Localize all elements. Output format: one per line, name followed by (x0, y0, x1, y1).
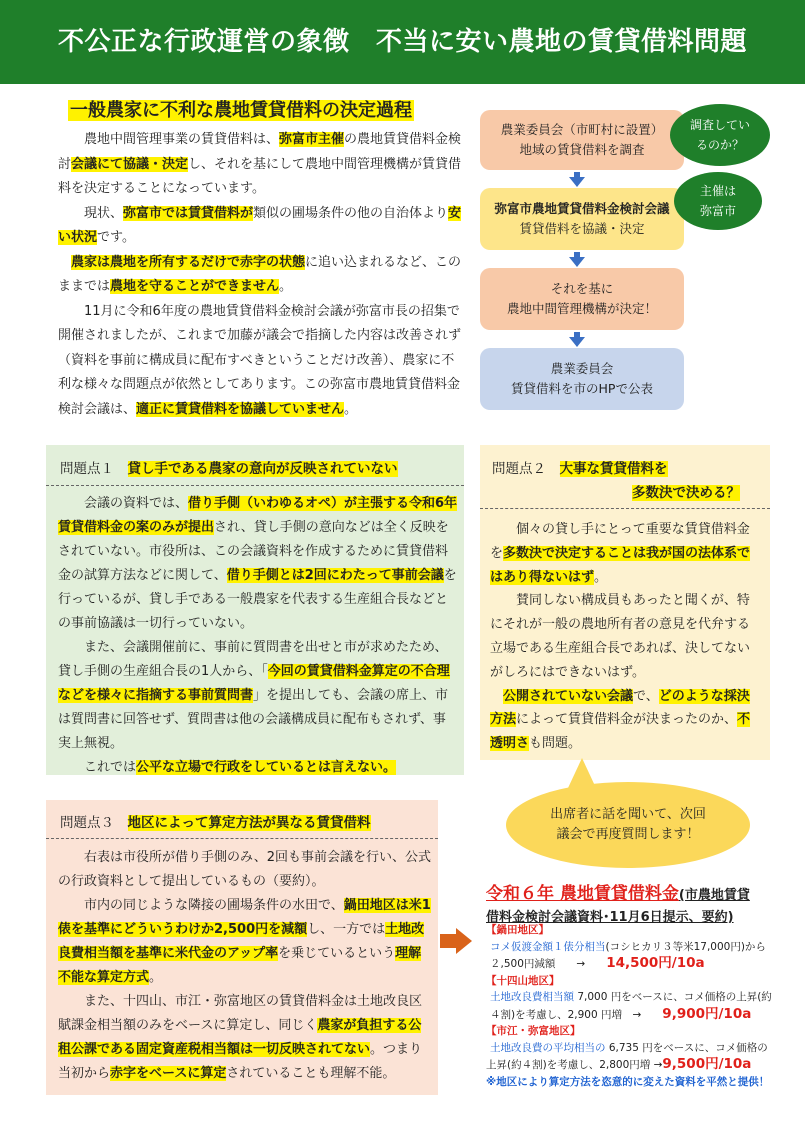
problem2-paragraph: 公開されていない会議で、どのような採決方法によって賃貸借料金が決まったのか、不透明さも問題。 (490, 688, 751, 752)
problem3-body (58, 846, 434, 1086)
rent-note: ※地区により算定方法を恣意的に変えた資料を平然と提供！ (486, 1075, 770, 1088)
problem3-paragraph: 市内の同じような隣接の圃場条件の水田で、鍋田地区は米1俵を基準にどういうわけか2,500円を減額し、一方では土地改良費相当額を基準に米代金のアップ率を乗じているという理解不能な算定方式。 (58, 898, 431, 985)
rent-title: 令和６年 農地賃貸借料金(市農地賃貸 借料金検討会議資料･11月6日提示、要約) (486, 884, 750, 925)
region-label: 【鍋田地区】 (486, 924, 549, 936)
speech-bubble: 出席者に話を聞いて、次回 議会で再度質問します！ (506, 782, 750, 868)
flow-box-management-org: それを基に 農地中間管理機構が決定！ (480, 268, 684, 330)
flow-box-publication: 農業委員会 賃貸借料を市のHPで公表 (480, 348, 684, 410)
problem1-paragraph: また、会議開催前に、事前に質問書を出せと市が求めたため、貸し手側の生産組合長の1人から、「今回の賃貸借料金算定の不合理などを様々に指摘する事前質問書」を提出しても、会議の席上、市は質問書に回答せず、質問書は他の会議構成員に配布もされず、事実上無視。 (58, 640, 450, 751)
section1-paragraph: 農地中間管理事業の賃貸借料は、弥富市主催の農地賃貸借料金検討会議にて協議・決定し、それを基にして農地中間管理機構が賃貸借料を決定することになっています。 (58, 132, 462, 196)
divider (46, 838, 438, 839)
problem1-paragraph: 会議の資料では、借り手側（いわゆるオペ）が主張する令和6年賃貸借料金の案のみが提出され、貸し手側の意向などは全く反映をされていない。市役所は、この会議資料を作成するために賃貸借料金の試算方法などに関して、借り手側とは2回にわたって事前会議を行っているが、貸し手である一般農家を代表する生産組合長などとの事前協議は一切行っていない。 (58, 496, 458, 631)
price-value: 9,500円/10a (662, 1056, 752, 1072)
flow-box-review-meeting: 弥富市農地賃貸借料金検討会議 賃貸借料を協議・決定 (480, 188, 684, 250)
problem2-paragraph: 賛同しない構成員もあったと聞くが、特にそれが一般の農地所有者の意見を代弁する立場である生産組合長であれば、決してないがしろにはできないはず。 (490, 593, 751, 680)
section1-title-text: 一般農家に不利な農地賃貸借料の決定過程 (70, 100, 412, 121)
section1-paragraph: 現状、弥富市では賃貸借料が類似の圃場条件の他の自治体より安い状況です。 (58, 205, 462, 245)
section1-body (58, 128, 463, 422)
region-label: 【市江・弥富地区】 (486, 1025, 581, 1037)
section1-title (68, 96, 414, 122)
callout-bubble-host: 主催は 弥富市 (674, 172, 762, 230)
divider (480, 508, 770, 509)
problem2-body (490, 518, 762, 756)
divider (46, 485, 464, 486)
flow-arrow-icon (569, 337, 585, 347)
flow-box-agri-committee: 農業委員会（市町村に設置） 地域の賃貸借料を調査 (480, 110, 684, 170)
flow-arrow-icon (569, 177, 585, 187)
problem2-paragraph: 個々の貸し手にとって重要な賃貸借料金を多数決で決定することは我が国の法体系ではあり得ないはず。 (490, 522, 751, 585)
right-arrow-head-icon (456, 928, 472, 954)
problem3-paragraph: 右表は市役所が借り手側のみ、2回も事前会議を行い、公式の行政資料として提出しているもの（要約）。 (58, 850, 432, 889)
page-title: 不公正な行政運営の象徴 不当に安い農地の賃貸借料問題 (57, 27, 747, 57)
problem3-paragraph: また、十四山、市江・弥富地区の賃貸借料金は土地改良区賦課金相当額のみをベースに算定し、同じく農家が負担する公租公課である固定資産税相当額は一切反映されてない。つまり当初から赤字をベースに算定されていることも理解不能。 (58, 994, 423, 1081)
problem1-paragraph: これでは公平な立場で行政をしているとは言えない。 (71, 760, 397, 775)
region-label: 【十四山地区】 (486, 974, 560, 987)
problem3-title: 問題点３ 地区によって算定方法が異なる賃貸借料 (60, 815, 371, 831)
flow-arrow-icon (569, 257, 585, 267)
section1-paragraph: 11月に令和6年度の農地賃貸借料金検討会議が弥富市長の招集で開催されましたが、これまで加藤が議会で指摘した内容は改善されず（資料を事前に構成員に配布すべきということだけ改善）、農家に不利な様々な問題点が依然としてあります。この弥富市農地賃貸借料金検討会議は、適正に賃貸借料を協議していません。 (58, 303, 462, 417)
problem1-title: 問題点１ 貸し手である農家の意向が反映されていない (60, 461, 398, 477)
problem2-title: 問題点２ 大事な賃貸借料を 多数決で決める？ (492, 461, 740, 501)
rent-list: 【鍋田地区】 コメ仮渡金額１俵分相当(コシヒカリ３等米17,000円)から ２,500円減額 → 14,500円/10a 【十四山地区】 土地改良費相当額 7,000 円をベースに、コメ価格の上昇(約 ４割)を考慮し、2,900 円増 → 9,900円/10a 【市江・弥富地区】 土地改良費の平均相当の 6,735 円をベースに、コメ価格の 上昇(約４割)を考慮し、2,800円増 →9,500円/10a ※地区により算定方法を恣意的に変えた資料を平然と提供！ (486, 922, 776, 1090)
price-value: 9,900円/10a (662, 1005, 752, 1022)
section1-paragraph: 農家は農地を所有するだけで赤字の状態に追い込まれるなど、このままでは農地を守ることができません。 (58, 254, 462, 294)
problem1-body (58, 492, 458, 780)
callout-bubble-survey: 調査してい るのか？ (670, 104, 770, 166)
price-value: 14,500円/10a (606, 955, 705, 971)
